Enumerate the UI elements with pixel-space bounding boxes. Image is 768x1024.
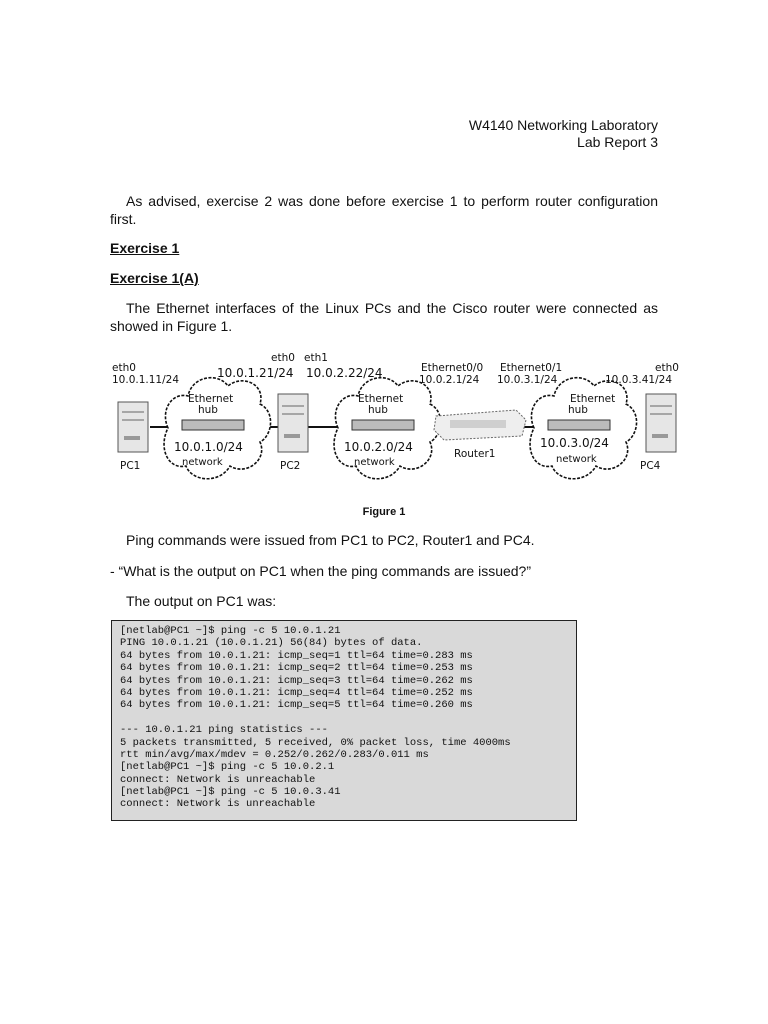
console-line: 64 bytes from 10.0.1.21: icmp_seq=4 ttl=64 time=0.252 ms <box>120 686 473 699</box>
exercise-1a-heading: Exercise 1(A) <box>110 270 199 286</box>
console-line: 64 bytes from 10.0.1.21: icmp_seq=5 ttl=64 time=0.260 ms <box>120 699 473 712</box>
pc2-label: PC2 <box>280 460 301 472</box>
router1-if1-label: Ethernet0/1 <box>500 362 563 374</box>
exercise-1a-line-1: The Ethernet interfaces of the Linux PCs and the Cisco router were connected as <box>126 300 658 316</box>
hub1-network-label: 10.0.1.0/24 <box>174 440 243 454</box>
pc2-eth1-label: eth1 <box>304 352 328 364</box>
ping-intro: Ping commands were issued from PC1 to PC2, Router1 and PC4. <box>126 532 535 548</box>
hub-box-3 <box>548 420 610 430</box>
pc1-interface-label: eth0 <box>112 362 136 374</box>
hub3-sub: hub <box>568 404 588 416</box>
document-header <box>469 117 658 151</box>
pc2-ip1-label: 10.0.2.22/24 <box>306 366 383 380</box>
router1-ip0-label: 10.0.2.1/24 <box>419 374 480 386</box>
hub1-title: Ethernet <box>188 393 234 405</box>
console-line: [netlab@PC1 ~]$ ping -c 5 10.0.3.41 <box>120 786 341 799</box>
pc4-ip-label: 10.0.3.41/24 <box>605 374 672 386</box>
console-line: [netlab@PC1 ~]$ ping -c 5 10.0.1.21 <box>120 625 341 637</box>
hub2-network-word: network <box>354 457 395 468</box>
output-intro: The output on PC1 was: <box>126 593 277 609</box>
hub1-network-word: network <box>182 457 223 468</box>
console-line: 64 bytes from 10.0.1.21: icmp_seq=3 ttl=64 time=0.262 ms <box>120 674 473 687</box>
exercise-1a-paragraph <box>110 299 658 335</box>
router1-icon <box>434 410 526 440</box>
pc2-eth0-label: eth0 <box>271 352 295 364</box>
hub2-network-label: 10.0.2.0/24 <box>344 440 413 454</box>
network-diagram <box>110 350 682 495</box>
pc2-ip0-label: 10.0.1.21/24 <box>217 366 294 380</box>
hub3-title: Ethernet <box>570 393 616 405</box>
question-text: - “What is the output on PC1 when the ping commands are issued?” <box>110 563 531 579</box>
hub-box-1 <box>182 420 244 430</box>
hub2-title: Ethernet <box>358 393 404 405</box>
pc1-computer-icon <box>118 402 148 452</box>
hub2-sub: hub <box>368 404 388 416</box>
figure-caption: Figure 1 <box>362 506 406 518</box>
report-title: Lab Report 3 <box>577 134 658 150</box>
intro-paragraph <box>110 192 658 228</box>
console-line: rtt min/avg/max/mdev = 0.252/0.262/0.283/0.011 ms <box>120 748 429 761</box>
hub3-network-label: 10.0.3.0/24 <box>540 436 609 450</box>
exercise-1a-line-2: showed in Figure 1. <box>110 318 233 334</box>
console-line: 64 bytes from 10.0.1.21: icmp_seq=2 ttl=64 time=0.253 ms <box>120 662 473 675</box>
console-line: connect: Network is unreachable <box>120 773 316 786</box>
hub3-network-word: network <box>556 454 597 465</box>
pc4-label: PC4 <box>640 460 661 472</box>
hub1-sub: hub <box>198 404 218 416</box>
router1-label: Router1 <box>454 448 496 460</box>
intro-line-2: first. <box>110 211 137 227</box>
pc1-ip-label: 10.0.1.11/24 <box>112 374 179 386</box>
exercise-1-heading: Exercise 1 <box>110 240 180 256</box>
pc4-interface-label: eth0 <box>655 362 679 374</box>
pc1-label: PC1 <box>120 460 141 472</box>
console-line <box>120 712 568 724</box>
console-line: connect: Network is unreachable <box>120 798 316 811</box>
pc2-computer-icon <box>278 394 308 452</box>
hub-box-2 <box>352 420 414 430</box>
router1-ip1-label: 10.0.3.1/24 <box>497 374 558 386</box>
console-line: PING 10.0.1.21 (10.0.1.21) 56(84) bytes of data. <box>120 637 423 650</box>
course-title: W4140 Networking Laboratory <box>468 117 658 133</box>
console-output-box <box>111 620 577 821</box>
pc4-computer-icon <box>646 394 676 452</box>
console-line: [netlab@PC1 ~]$ ping -c 5 10.0.2.1 <box>120 761 335 774</box>
router1-if0-label: Ethernet0/0 <box>421 362 484 374</box>
intro-line-1: As advised, exercise 2 was done before exercise 1 to perform router configuration <box>126 193 658 209</box>
console-line: --- 10.0.1.21 ping statistics --- <box>120 724 328 737</box>
console-line: 5 packets transmitted, 5 received, 0% packet loss, time 4000ms <box>120 736 511 749</box>
console-line: 64 bytes from 10.0.1.21: icmp_seq=1 ttl=64 time=0.283 ms <box>120 649 473 662</box>
